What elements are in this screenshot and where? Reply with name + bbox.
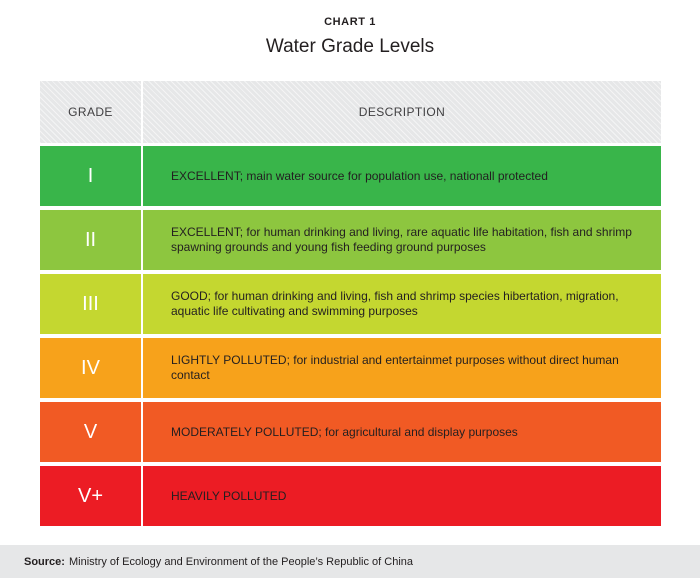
grade-cell: IV <box>40 338 143 398</box>
grade-cell: I <box>40 146 143 206</box>
grade-cell: III <box>40 274 143 334</box>
column-header-description: DESCRIPTION <box>358 105 446 119</box>
column-header-grade: GRADE <box>40 81 143 143</box>
table-row <box>40 338 661 398</box>
description-cell: LIGHTLY POLLUTED; for industrial and entertainmet purposes without direct human contact <box>143 338 661 398</box>
description-cell: EXCELLENT; for human drinking and living, rare aquatic life habitation, fish and shrimp spawning grounds and young fish feeding ground purposes <box>143 210 661 270</box>
grade-cell: V <box>40 402 143 462</box>
source-text: Ministry of Ecology and Environment of the People’s Republic of China <box>68 555 414 568</box>
table-row <box>40 210 661 270</box>
table-row <box>40 402 661 462</box>
table-header-row <box>40 81 661 143</box>
water-grade-table <box>40 81 661 526</box>
description-cell: MODERATELY POLLUTED; for agricultural and display purposes <box>143 402 661 462</box>
grade-cell: II <box>40 210 143 270</box>
description-cell: HEAVILY POLLUTED <box>143 466 661 526</box>
table-row <box>40 466 661 526</box>
source-footer <box>0 545 700 578</box>
chart-title: Water Grade Levels <box>265 36 435 57</box>
chart-eyebrow: CHART 1 <box>324 16 376 28</box>
grade-cell: V+ <box>40 466 143 526</box>
description-cell: GOOD; for human drinking and living, fish and shrimp species hibertation, migration, aquatic life cultivating and swimming purposes <box>143 274 661 334</box>
source-label: Source: <box>24 555 65 568</box>
table-row <box>40 146 661 206</box>
table-row <box>40 274 661 334</box>
description-cell: EXCELLENT; main water source for population use, nationall protected <box>143 146 661 206</box>
